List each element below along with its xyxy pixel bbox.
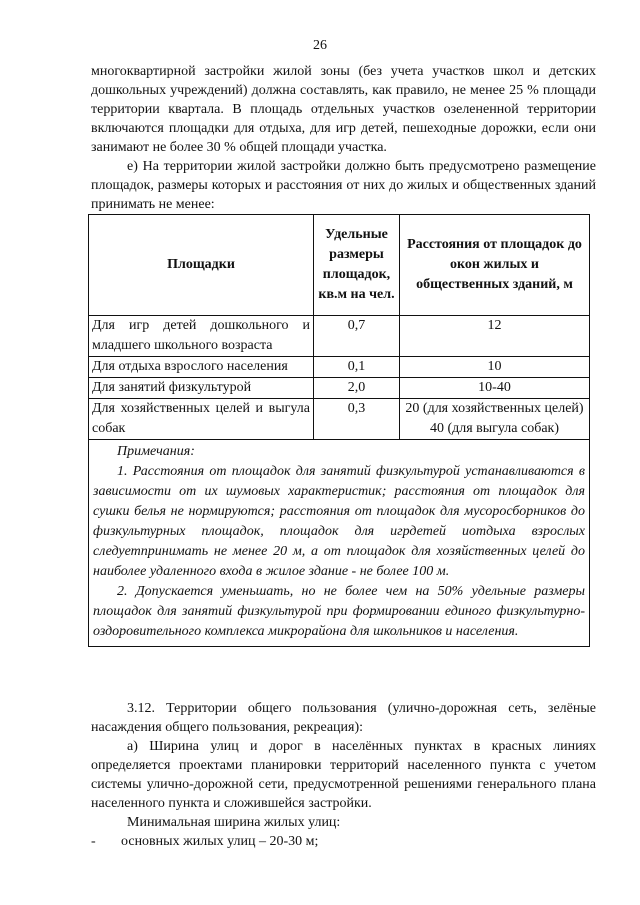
row-name: Для игр детей дошкольного и младшего школьного возраста xyxy=(89,316,314,357)
row-size: 0,3 xyxy=(314,399,400,440)
public-territories-text xyxy=(91,699,596,851)
notes-title: Примечания: xyxy=(117,444,195,459)
row-name: Для хозяйственных целей и выгула собак xyxy=(89,399,314,440)
table-header-row xyxy=(89,215,590,316)
paragraph-street-width: а) Ширина улиц и дорог в населённых пунктах в красных линиях определяется проектами планировки территорий населенного пункта с учетом системы улично-дорожной сети, предусмотренной решениями генерального плана населенного пункта и сложившейся застройки. xyxy=(91,739,596,811)
playgrounds-table xyxy=(88,214,590,647)
list-item xyxy=(91,832,596,851)
paragraph-greenery: многоквартирной застройки жилой зоны (без учета участков школ и детских дошкольных учреждений) должна составлять, как правило, не менее 25 % площади территории квартала. В площадь отдельных участков озелененной территории включаются площадки для отдыха, для игр детей, пешеходные дорожки, если они занимают не более 30 % общей площади участка. xyxy=(91,64,596,155)
row-distance: 12 xyxy=(400,316,590,357)
header-playgrounds: Площадки xyxy=(89,215,314,316)
row-distance xyxy=(400,399,590,440)
row-name: Для занятий физкультурой xyxy=(89,378,314,399)
row-distance-line-2: 40 (для выгула собак) xyxy=(429,421,560,436)
row-size: 2,0 xyxy=(314,378,400,399)
row-size: 0,1 xyxy=(314,357,400,378)
intro-text xyxy=(91,62,596,214)
paragraph-min-width: Минимальная ширина жилых улиц: xyxy=(127,815,341,830)
note-1: 1. Расстояния от площадок для занятий физкультурой устанавливаются в зависимости от их шумовых характеристик; расстояния от площадок для сушки белья не нормируются; расстояния от площадок для мусоросборников до физкультурных площадок, площадок для игрдетей иотдыха взрослых следуетпринимать не менее 20 м, а от площадок для хозяйственных целей до наиболее удаленного входа в жилое здание - не более 100 м. xyxy=(93,464,585,579)
row-size: 0,7 xyxy=(314,316,400,357)
paragraph-section-3-12: 3.12. Территории общего пользования (улично-дорожная сеть, зелёные насаждения общего пользования, рекреация): xyxy=(91,701,596,735)
row-distance: 10 xyxy=(400,357,590,378)
row-name: Для отдыха взрослого населения xyxy=(89,357,314,378)
table-row xyxy=(89,378,590,399)
table-row xyxy=(89,357,590,378)
list-item-text: основных жилых улиц – 20-30 м; xyxy=(121,834,319,849)
page-number: 26 xyxy=(313,38,327,53)
table-row xyxy=(89,316,590,357)
header-distance: Расстояния от площадок до окон жилых и общественных зданий, м xyxy=(400,215,590,316)
table-notes xyxy=(89,440,590,647)
row-distance: 10-40 xyxy=(400,378,590,399)
row-distance-line-1: 20 (для хозяйственных целей) xyxy=(405,401,584,416)
list-marker: - xyxy=(91,834,96,849)
paragraph-playgrounds: е) На территории жилой застройки должно быть предусмотрено размещение площадок, размеры которых и расстояния от них до жилых и общественных зданий принимать не менее: xyxy=(91,159,596,212)
note-2: 2. Допускается уменьшать, но не более чем на 50% удельные размеры площадок для занятий физкультурой при формировании единого физкультурно-оздоровительного комплекса микрорайона для школьников и населения. xyxy=(93,584,585,639)
table-row xyxy=(89,399,590,440)
header-specific-size: Удельные размеры площадок, кв.м на чел. xyxy=(314,215,400,316)
table-notes-row xyxy=(89,440,590,647)
